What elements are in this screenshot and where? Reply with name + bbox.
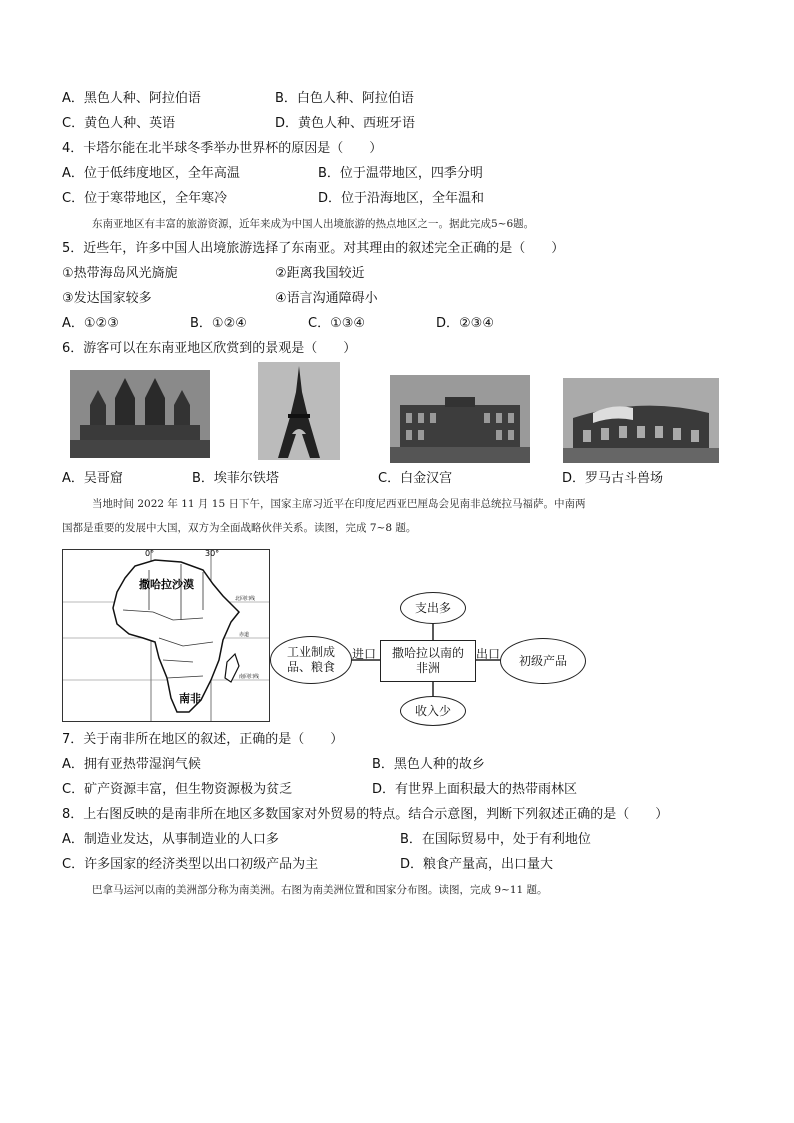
q3-option-d: D．黄色人种、西班牙语 (275, 116, 416, 131)
buckingham-palace-photo (390, 375, 530, 463)
flow-label-export: 出口 (476, 647, 501, 661)
q5-statement-3: ③发达国家较多 (62, 291, 152, 306)
map-label-south-africa: 南非 (179, 692, 201, 705)
q4-option-d: D．位于沿海地区，全年温和 (318, 191, 485, 206)
map-label-tropic-n: 北回归线 (235, 596, 256, 602)
q6-stem: 6．游客可以在东南亚地区欣赏到的景观是（ ） (62, 341, 357, 356)
q8-option-c: C．许多国家的经济类型以出口初级产品为主 (62, 857, 319, 872)
flow-label-import: 进口 (352, 647, 377, 661)
flow-node-income: 收入少 (400, 696, 466, 726)
q6-option-c: C．白金汉宫 (378, 471, 453, 486)
q5-option-b: B．①②④ (190, 316, 247, 331)
flow-left-line1: 工业制成 (286, 645, 335, 659)
q4-option-a: A．位于低纬度地区，全年高温 (62, 166, 240, 181)
q5-statement-2: ②距离我国较近 (275, 266, 365, 281)
angkor-wat-photo (70, 370, 210, 458)
q6-option-b: B．埃菲尔铁塔 (192, 471, 279, 486)
flow-node-sub-saharan-africa (380, 640, 476, 682)
intro-9-11: 巴拿马运河以南的美洲部分称为南美洲。右图为南美洲位置和国家分布图。读图，完成 9~11 题。 (92, 884, 548, 896)
q5-statement-1: ①热带海岛风光旖旎 (62, 266, 178, 281)
intro-7-8-line2: 国都是重要的发展中大国，双方为全面战略伙伴关系。读图，完成 7~8 题。 (62, 522, 417, 534)
flow-center-line1: 撒哈拉以南的 (391, 646, 464, 660)
africa-map (62, 549, 270, 722)
q4-option-b: B．位于温带地区，四季分明 (318, 166, 483, 181)
q7-option-d: D．有世界上面积最大的热带雨林区 (372, 782, 578, 797)
intro-7-8-line1: 当地时间 2022 年 11 月 15 日下午，国家主席习近平在印度尼西亚巴厘岛会见南非总统拉马福萨。中南两 (92, 498, 586, 510)
q7-stem: 7．关于南非所在地区的叙述，正确的是（ ） (62, 732, 344, 747)
roman-colosseum-photo (563, 378, 719, 463)
flow-center-line2: 非洲 (415, 661, 440, 675)
q8-stem: 8．上右图反映的是南非所在地区多数国家对外贸易的特点。结合示意图，判断下列叙述正确的是（ ） (62, 807, 669, 822)
q5-option-c: C．①③④ (308, 316, 366, 331)
q3-option-b: B．白色人种、阿拉伯语 (275, 91, 414, 106)
flow-node-imports-goods (270, 636, 352, 684)
q8-option-d: D．粮食产量高，出口量大 (400, 857, 554, 872)
flow-node-primary-products: 初级产品 (500, 638, 586, 684)
q7-option-a: A．拥有亚热带湿润气候 (62, 757, 201, 772)
map-label-equator: 赤道 (239, 632, 250, 638)
q5-option-d: D．②③④ (436, 316, 494, 331)
map-lon-0: 0° (145, 550, 155, 558)
q8-option-b: B．在国际贸易中，处于有利地位 (400, 832, 591, 847)
q5-stem: 5．近些年，许多中国人出境旅游选择了东南亚。对其理由的叙述完全正确的是（ ） (62, 241, 565, 256)
q6-option-a: A．吴哥窟 (62, 471, 123, 486)
q8-option-a: A．制造业发达，从事制造业的人口多 (62, 832, 279, 847)
q5-statement-4: ④语言沟通障碍小 (275, 291, 378, 306)
q4-option-c: C．位于寒带地区，全年寒冷 (62, 191, 228, 206)
intro-5-6: 东南亚地区有丰富的旅游资源，近年来成为中国人出境旅游的热点地区之一。据此完成5~6题。 (92, 218, 535, 230)
eiffel-tower-photo (258, 362, 340, 460)
flow-left-line2: 品、粮食 (286, 660, 335, 674)
q4-stem: 4．卡塔尔能在北半球冬季举办世界杯的原因是（ ） (62, 141, 383, 156)
q3-option-a: A．黑色人种、阿拉伯语 (62, 91, 201, 106)
q6-option-d: D．罗马古斗兽场 (562, 471, 664, 486)
map-label-sahara: 撒哈拉沙漠 (139, 578, 194, 591)
q3-option-c: C．黄色人种、英语 (62, 116, 176, 131)
flow-node-expenditure: 支出多 (400, 592, 466, 624)
q7-option-c: C．矿产资源丰富，但生物资源极为贫乏 (62, 782, 293, 797)
q7-option-b: B．黑色人种的故乡 (372, 757, 485, 772)
trade-flow-diagram (268, 590, 588, 725)
q5-option-a: A．①②③ (62, 316, 119, 331)
map-lon-30: 30° (205, 550, 220, 558)
map-label-tropic-s: 南回归线 (239, 674, 260, 680)
